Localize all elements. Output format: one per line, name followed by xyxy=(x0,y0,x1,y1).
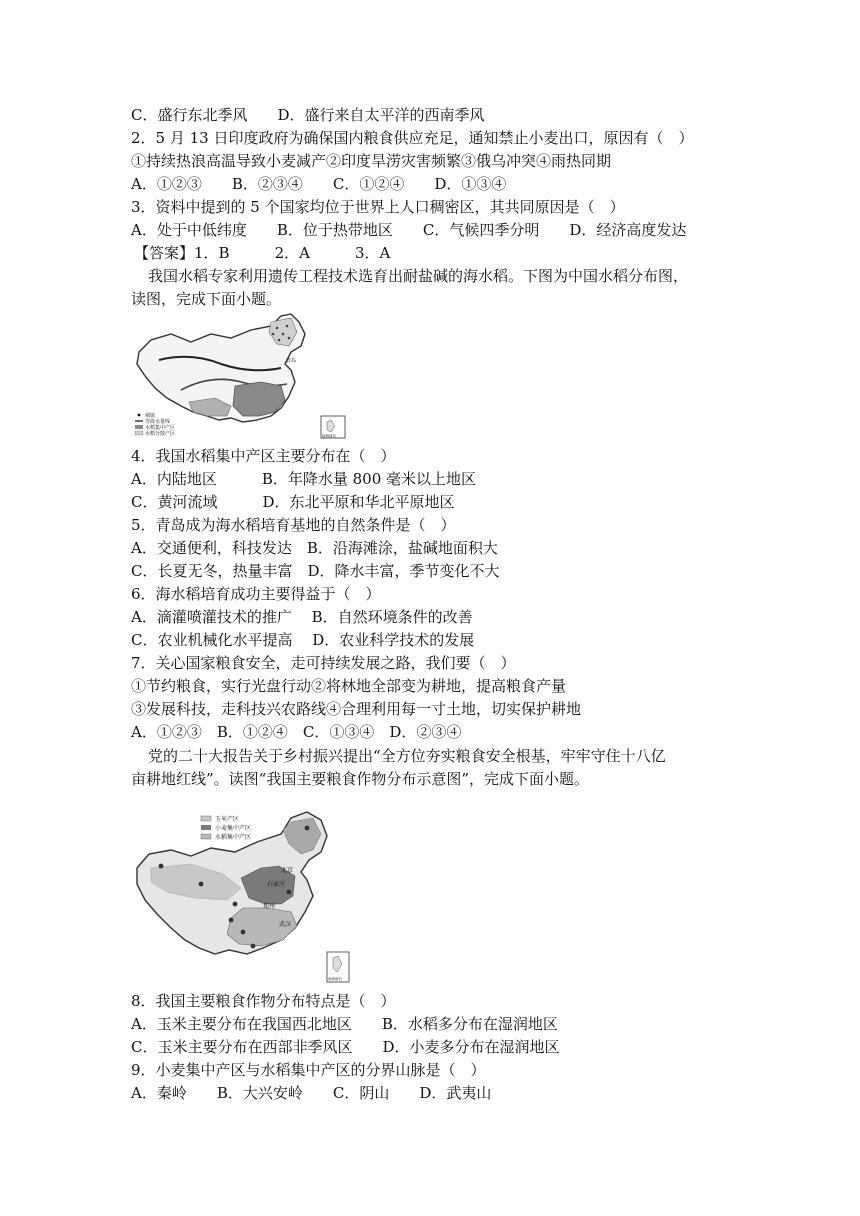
q5-options-ab: A．交通便利，科技发达 B．沿海滩涂，盐碱地面积大 xyxy=(131,539,498,557)
q3-options: A．处于中低纬度 B．位于热带地区 C．气候四季分明 D．经济高度发达 xyxy=(131,221,687,239)
map1-inset-label: 南海诸岛 xyxy=(322,434,336,438)
q7-stem: 7．关心国家粮食安全，走可持续发展之路，我们要（ ） xyxy=(131,654,516,672)
q5-options-cd: C．长夏无冬，热量丰富 D．降水丰富，季节变化不大 xyxy=(131,562,500,580)
grain-intro-1: 党的二十大报告关于乡村振兴提出“全方位夯实粮食安全根基，牢牢守住十八亿 xyxy=(148,747,666,765)
rice-map-graphic xyxy=(131,312,349,440)
map2-label-shijiazhuang: 石家庄 xyxy=(267,881,286,888)
rice-intro-2: 读图，完成下面小题。 xyxy=(131,290,282,308)
map2-label-wuhan: 武汉 xyxy=(279,921,292,928)
map2-legend-rice: 水稻集中产区 xyxy=(215,834,252,841)
map1-legend-rice-scattered: 水稻分散产区 xyxy=(145,431,176,437)
map1-label-qingdao: 青岛 xyxy=(286,358,297,364)
q3-stem: 3．资料中提到的 5 个国家均位于世界上人口稠密区，其共同原因是（ ） xyxy=(131,198,625,216)
grain-intro-2: 亩耕地红线”。读图“我国主要粮食作物分布示意图”，完成下面小题。 xyxy=(131,770,590,788)
q7-options: A．①②③ B．①②④ C．①③④ D．②③④ xyxy=(131,723,462,741)
q1-options-cd: C．盛行东北季风 D．盛行来自太平洋的西南季风 xyxy=(131,106,485,124)
map2-legend-corn: 玉米产区 xyxy=(215,816,240,823)
q5-stem: 5．青岛成为海水稻培育基地的自然条件是（ ） xyxy=(131,516,456,534)
q8-options-ab: A．玉米主要分布在我国西北地区 B．水稻多分布在湿润地区 xyxy=(131,1015,558,1033)
q2-statements: ①持续热浪高温导致小麦减产②印度旱涝灾害频繁③俄乌冲突④雨热同期 xyxy=(131,152,612,170)
q8-options-cd: C．玉米主要分布在西部非季风区 D．小麦多分布在湿润地区 xyxy=(131,1038,560,1056)
map2-legend-wheat: 小麦集中产区 xyxy=(215,825,252,832)
map2-label-zhengzhou: 郑州 xyxy=(263,903,276,910)
q4-options-cd: C．黄河流域 D．东北平原和华北平原地区 xyxy=(131,493,455,511)
map1-legend-town: 城镇 xyxy=(145,413,156,419)
q6-stem: 6．海水稻培育成功主要得益于（ ） xyxy=(131,585,381,603)
q2-stem: 2．5 月 13 日印度政府为确保国内粮食供应充足，通知禁止小麦出口，原因有（ ） xyxy=(131,129,694,147)
rice-distribution-map xyxy=(131,312,349,440)
q9-stem: 9．小麦集中产区与水稻集中产区的分界山脉是（ ） xyxy=(131,1061,486,1079)
q6-options-cd: C．农业机械化水平提高 D．农业科学技术的发展 xyxy=(131,631,475,649)
rice-intro-1: 我国水稻专家利用遗传工程技术选育出耐盐碱的海水稻。下图为中国水稻分布图， xyxy=(148,267,689,285)
q2-options: A．①②③ B．②③④ C．①②④ D．①③④ xyxy=(131,175,507,193)
map2-label-beijing: 北京 xyxy=(281,867,294,874)
q6-options-ab: A．滴灌喷灌技术的推广 B．自然环境条件的改善 xyxy=(131,608,473,626)
grain-map-graphic xyxy=(131,808,351,984)
q4-stem: 4．我国水稻集中产区主要分布在（ ） xyxy=(131,447,396,465)
map1-legend-isohyet: 等降水量线 xyxy=(145,419,171,425)
q9-options: A．秦岭 B．大兴安岭 C．阴山 D．武夷山 xyxy=(131,1084,492,1102)
map1-legend-rice-main: 水稻集中产区 xyxy=(145,425,176,431)
q7-statements-2: ③发展科技，走科技兴农路线④合理利用每一寸土地，切实保护耕地 xyxy=(131,700,582,718)
grain-crops-map xyxy=(131,808,351,984)
q4-options-ab: A．内陆地区 B．年降水量 800 毫米以上地区 xyxy=(131,470,477,488)
q8-stem: 8．我国主要粮食作物分布特点是（ ） xyxy=(131,992,396,1010)
answer-line: 【答案】1．B 2．A 3．A xyxy=(134,244,391,262)
q7-statements-1: ①节约粮食，实行光盘行动②将林地全部变为耕地，提高粮食产量 xyxy=(131,677,567,695)
map2-inset-label: 南海诸岛 xyxy=(328,977,342,981)
